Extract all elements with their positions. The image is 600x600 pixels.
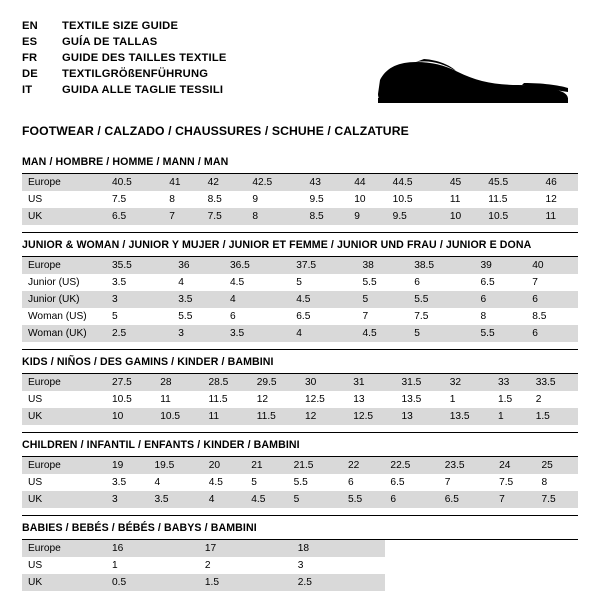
table-row: [22, 574, 578, 591]
cell: 22.5: [384, 457, 438, 474]
cell: 8.5: [526, 308, 578, 325]
cell: 33: [492, 374, 530, 391]
cell: 6.5: [384, 474, 438, 491]
cell: 9: [348, 208, 386, 225]
cell-empty: [467, 574, 495, 591]
cell: 3.5: [148, 491, 202, 508]
cell: 30: [299, 374, 347, 391]
cell: 3.5: [172, 291, 224, 308]
cell: 0.5: [106, 574, 199, 591]
row-label: UK: [22, 408, 106, 425]
cell: 45: [444, 174, 482, 191]
cell: 1.5: [530, 408, 578, 425]
section-title: KIDS / NIÑOS / DES GAMINS / KINDER / BAMBINI: [22, 356, 274, 368]
cell: 13: [347, 391, 395, 408]
row-label: Europe: [22, 457, 106, 474]
row-label: US: [22, 557, 106, 574]
cell: 4: [172, 274, 224, 291]
cell: 17: [199, 540, 292, 557]
cell: 7.5: [536, 491, 579, 508]
table-row: [22, 208, 578, 225]
cell: 10.5: [154, 408, 202, 425]
table-row: [22, 291, 578, 308]
cell-empty: [412, 557, 440, 574]
language-row: [22, 34, 227, 50]
cell: 5: [356, 291, 408, 308]
cell: 4.5: [245, 491, 287, 508]
section-title: BABIES / BEBÉS / BÉBÉS / BABYS / BAMBINI: [22, 522, 257, 534]
table-row: [22, 174, 578, 191]
cell: 3: [292, 557, 385, 574]
size-table-man: [22, 174, 578, 225]
cell: 10.5: [106, 391, 154, 408]
table-row: [22, 474, 578, 491]
cell: 10.5: [482, 208, 539, 225]
cell-empty: [523, 540, 551, 557]
cell: 5.5: [172, 308, 224, 325]
row-label: US: [22, 391, 106, 408]
cell: 12: [251, 391, 299, 408]
cell: 2.5: [292, 574, 385, 591]
cell: 8.5: [304, 208, 349, 225]
cell: 8: [163, 191, 201, 208]
cell: 20: [203, 457, 245, 474]
cell: 40.5: [106, 174, 163, 191]
cell: 6: [474, 291, 526, 308]
cell: 6.5: [290, 308, 356, 325]
cell: 1: [106, 557, 199, 574]
section-title: JUNIOR & WOMAN / JUNIOR Y MUJER / JUNIOR ET FEMME / JUNIOR UND FRAU / JUNIOR E DONA: [22, 239, 532, 251]
cell-empty: [385, 540, 413, 557]
cell: 7: [356, 308, 408, 325]
table-row: [22, 457, 578, 474]
cell-empty: [440, 540, 468, 557]
cell: 6.5: [474, 274, 526, 291]
cell: 4: [148, 474, 202, 491]
row-label: Junior (US): [22, 274, 106, 291]
table-row: [22, 557, 578, 574]
language-row: [22, 50, 227, 66]
cell: 5: [106, 308, 172, 325]
cell: 12: [540, 191, 578, 208]
cell: 1: [444, 391, 492, 408]
cell: 13: [396, 408, 444, 425]
size-table-babies: [22, 540, 578, 591]
cell: 32: [444, 374, 492, 391]
size-table-kids: [22, 374, 578, 425]
cell: 27.5: [106, 374, 154, 391]
table-row: [22, 408, 578, 425]
cell: 43: [304, 174, 349, 191]
language-code: ES: [22, 35, 38, 48]
cell: 23.5: [439, 457, 493, 474]
row-label: Woman (US): [22, 308, 106, 325]
cell: 13.5: [444, 408, 492, 425]
cell: 11.5: [203, 391, 251, 408]
cell: 1.5: [492, 391, 530, 408]
divider: [22, 432, 578, 433]
cell: 41: [163, 174, 201, 191]
cell: 5: [288, 491, 342, 508]
cell-empty: [550, 540, 578, 557]
cell: 5.5: [342, 491, 384, 508]
cell: 8: [536, 474, 579, 491]
cell: 35.5: [106, 257, 172, 274]
cell: 33.5: [530, 374, 578, 391]
cell: 36.5: [224, 257, 290, 274]
cell: 7.5: [202, 208, 247, 225]
row-label: UK: [22, 491, 106, 508]
cell-empty: [440, 557, 468, 574]
table-row: [22, 491, 578, 508]
cell: 11.5: [251, 408, 299, 425]
cell: 40: [526, 257, 578, 274]
cell: 8: [474, 308, 526, 325]
language-title: TEXTILE SIZE GUIDE: [62, 19, 179, 32]
language-row: [22, 18, 227, 34]
language-code: DE: [22, 68, 38, 81]
cell: 7.5: [106, 191, 163, 208]
cell: 37.5: [290, 257, 356, 274]
cell: 6: [224, 308, 290, 325]
cell: 4.5: [203, 474, 245, 491]
cell: 10: [106, 408, 154, 425]
cell: 31.5: [396, 374, 444, 391]
cell: 5.5: [408, 291, 474, 308]
cell-empty: [550, 557, 578, 574]
cell-empty: [467, 540, 495, 557]
cell: 38: [356, 257, 408, 274]
cell: 6.5: [439, 491, 493, 508]
cell: 44: [348, 174, 386, 191]
cell: 9: [246, 191, 303, 208]
cell: 11.5: [482, 191, 539, 208]
table-row: [22, 540, 578, 557]
table-row: [22, 374, 578, 391]
cell: 2.5: [106, 325, 172, 342]
cell: 2: [199, 557, 292, 574]
row-label: UK: [22, 208, 106, 225]
cell: 6: [342, 474, 384, 491]
cell: 10: [348, 191, 386, 208]
cell: 29.5: [251, 374, 299, 391]
cell: 5: [408, 325, 474, 342]
cell: 1.5: [199, 574, 292, 591]
cell: 31: [347, 374, 395, 391]
cell: 16: [106, 540, 199, 557]
cell: 5: [245, 474, 287, 491]
cell: 22: [342, 457, 384, 474]
cell: 18: [292, 540, 385, 557]
table-row: [22, 308, 578, 325]
language-code: IT: [22, 84, 33, 97]
cell: 3.5: [224, 325, 290, 342]
cell-empty: [523, 574, 551, 591]
table-row: [22, 191, 578, 208]
cell: 3: [172, 325, 224, 342]
cell: 21: [245, 457, 287, 474]
language-row: [22, 83, 227, 99]
cell: 7: [439, 474, 493, 491]
language-code: EN: [22, 19, 38, 32]
cell: 42.5: [246, 174, 303, 191]
cell: 3: [106, 291, 172, 308]
cell: 44.5: [387, 174, 444, 191]
footwear-title: FOOTWEAR / CALZADO / CHAUSSURES / SCHUHE / CALZATURE: [22, 124, 409, 138]
size-table-children: [22, 457, 578, 508]
row-label: Europe: [22, 174, 106, 191]
cell: 8: [246, 208, 303, 225]
cell: 6: [408, 274, 474, 291]
language-row: [22, 67, 227, 83]
cell: 5.5: [356, 274, 408, 291]
row-label: Europe: [22, 540, 106, 557]
cell: 7: [493, 491, 535, 508]
cell-empty: [523, 557, 551, 574]
cell: 3.5: [106, 274, 172, 291]
cell: 4: [203, 491, 245, 508]
cell: 1: [492, 408, 530, 425]
table-row: [22, 325, 578, 342]
cell: 5: [290, 274, 356, 291]
cell-empty: [550, 574, 578, 591]
cell: 7.5: [408, 308, 474, 325]
divider: [22, 515, 578, 516]
cell: 12.5: [299, 391, 347, 408]
cell: 13.5: [396, 391, 444, 408]
language-title: TEXTILGRÖßENFÜHRUNG: [62, 68, 209, 81]
cell: 6: [526, 325, 578, 342]
cell: 4: [224, 291, 290, 308]
section-kids: [22, 356, 578, 433]
cell: 9.5: [304, 191, 349, 208]
cell: 21.5: [288, 457, 342, 474]
cell: 3: [106, 491, 148, 508]
dress-shoe-icon: [372, 32, 572, 112]
cell-empty: [385, 574, 413, 591]
cell: 4.5: [290, 291, 356, 308]
cell: 25: [536, 457, 579, 474]
section-junior-woman: [22, 239, 578, 350]
cell: 5.5: [474, 325, 526, 342]
cell-empty: [385, 557, 413, 574]
row-label: US: [22, 191, 106, 208]
cell: 36: [172, 257, 224, 274]
cell: 8.5: [202, 191, 247, 208]
divider: [22, 349, 578, 350]
cell: 4.5: [356, 325, 408, 342]
row-label: US: [22, 474, 106, 491]
cell: 19: [106, 457, 148, 474]
section-babies: [22, 522, 578, 591]
cell: 19.5: [148, 457, 202, 474]
table-row: [22, 274, 578, 291]
language-title-table: [22, 18, 227, 99]
cell: 4.5: [224, 274, 290, 291]
cell: 10: [444, 208, 482, 225]
cell-empty: [467, 557, 495, 574]
section-title: CHILDREN / INFANTIL / ENFANTS / KINDER / BAMBINI: [22, 439, 300, 451]
cell: 45.5: [482, 174, 539, 191]
language-code: FR: [22, 51, 38, 64]
cell: 39: [474, 257, 526, 274]
cell: 6: [526, 291, 578, 308]
cell: 7: [163, 208, 201, 225]
cell: 7.5: [493, 474, 535, 491]
row-label: UK: [22, 574, 106, 591]
divider: [22, 232, 578, 233]
cell: 12: [299, 408, 347, 425]
cell-empty: [412, 540, 440, 557]
cell: 4: [290, 325, 356, 342]
cell: 3.5: [106, 474, 148, 491]
section-title: MAN / HOMBRE / HOMME / MANN / MAN: [22, 156, 229, 168]
row-label: Europe: [22, 257, 106, 274]
cell: 5.5: [288, 474, 342, 491]
language-title: GUIDA ALLE TAGLIE TESSILI: [62, 84, 224, 97]
header: [22, 18, 578, 112]
cell: 2: [530, 391, 578, 408]
cell: 12.5: [347, 408, 395, 425]
cell-empty: [495, 540, 523, 557]
cell-empty: [495, 557, 523, 574]
size-table-junior-woman: [22, 257, 578, 342]
section-man: [22, 156, 578, 233]
cell: 6.5: [106, 208, 163, 225]
cell: 10.5: [387, 191, 444, 208]
cell-empty: [412, 574, 440, 591]
cell: 46: [540, 174, 578, 191]
table-row: [22, 257, 578, 274]
language-title: GUIDE DES TAILLES TEXTILE: [62, 51, 227, 64]
cell: 11: [154, 391, 202, 408]
language-title: GUÍA DE TALLAS: [62, 35, 158, 48]
table-row: [22, 391, 578, 408]
cell: 11: [444, 191, 482, 208]
cell: 28.5: [203, 374, 251, 391]
cell-empty: [495, 574, 523, 591]
cell: 11: [203, 408, 251, 425]
cell: 11: [540, 208, 578, 225]
cell: 7: [526, 274, 578, 291]
row-label: Junior (UK): [22, 291, 106, 308]
section-children: [22, 439, 578, 516]
cell: 24: [493, 457, 535, 474]
row-label: Woman (UK): [22, 325, 106, 342]
cell: 6: [384, 491, 438, 508]
cell: 9.5: [387, 208, 444, 225]
row-label: Europe: [22, 374, 106, 391]
cell-empty: [440, 574, 468, 591]
cell: 38.5: [408, 257, 474, 274]
cell: 42: [202, 174, 247, 191]
cell: 28: [154, 374, 202, 391]
